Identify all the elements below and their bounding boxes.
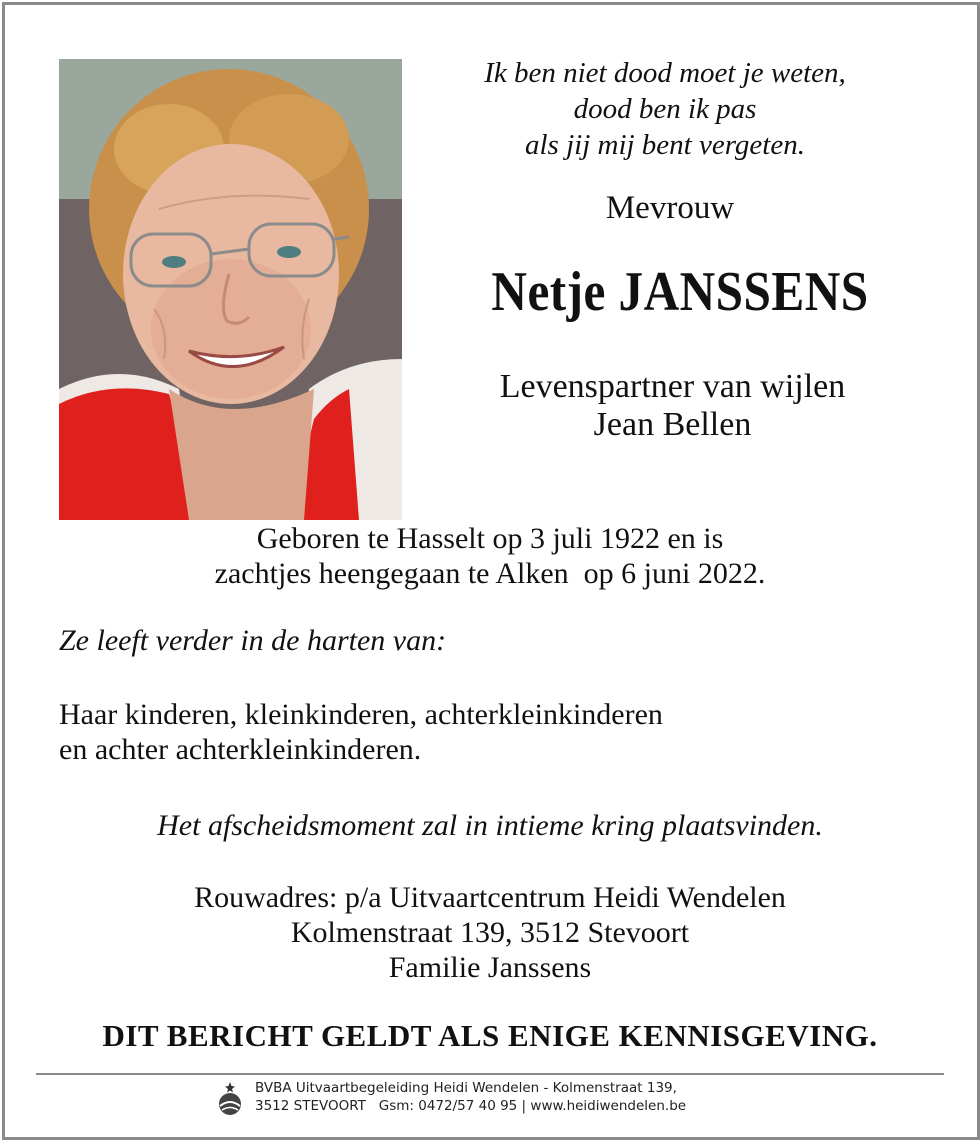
address-line: Rouwadres: p/a Uitvaartcentrum Heidi Wendelen bbox=[194, 881, 786, 914]
memorial-poem bbox=[430, 55, 900, 163]
ceremony-note: Het afscheidsmoment zal in intieme kring plaatsvinden. bbox=[157, 809, 823, 842]
portrait-illustration bbox=[59, 59, 402, 520]
poem-line: als jij mij bent vergeten. bbox=[524, 129, 805, 161]
family-line: en achter achterkleinkinderen. bbox=[59, 733, 422, 766]
birth-line: Geboren te Hasselt op 3 juli 1922 en is bbox=[256, 522, 724, 555]
footer-line: 3512 STEVOORT Gsm: 0472/57 40 95 | www.heidiwendelen.be bbox=[255, 1098, 687, 1114]
footer-divider bbox=[36, 1073, 944, 1075]
lives-on-heading: Ze leeft verder in de harten van: bbox=[59, 624, 447, 657]
death-line: zachtjes heengegaan te Alken op 6 juni 2022. bbox=[214, 557, 766, 590]
deceased-name: Netje JANSSENS bbox=[491, 261, 869, 323]
official-notice: DIT BERICHT GELDT ALS ENIGE KENNISGEVING. bbox=[102, 1018, 878, 1053]
family-list bbox=[59, 697, 663, 767]
funeral-home-contact bbox=[255, 1079, 686, 1115]
family-line: Haar kinderen, kleinkinderen, achterkleinkinderen bbox=[59, 698, 663, 731]
funeral-home-logo-icon bbox=[214, 1080, 246, 1116]
partner-name: Jean Bellen bbox=[593, 406, 752, 443]
footer-line: BVBA Uitvaartbegeleiding Heidi Wendelen - Kolmenstraat 139, bbox=[255, 1080, 677, 1096]
poem-line: Ik ben niet dood moet je weten, bbox=[484, 57, 846, 89]
birth-death-dates bbox=[90, 521, 890, 591]
poem-line: dood ben ik pas bbox=[573, 93, 757, 125]
partner-line: Levenspartner van wijlen bbox=[499, 368, 846, 405]
address-line: Kolmenstraat 139, 3512 Stevoort bbox=[290, 916, 690, 949]
address-family: Familie Janssens bbox=[388, 951, 592, 984]
mourning-address bbox=[90, 880, 890, 985]
honorific: Mevrouw bbox=[605, 190, 735, 226]
partner-info bbox=[430, 368, 915, 444]
portrait-photo bbox=[59, 59, 402, 520]
